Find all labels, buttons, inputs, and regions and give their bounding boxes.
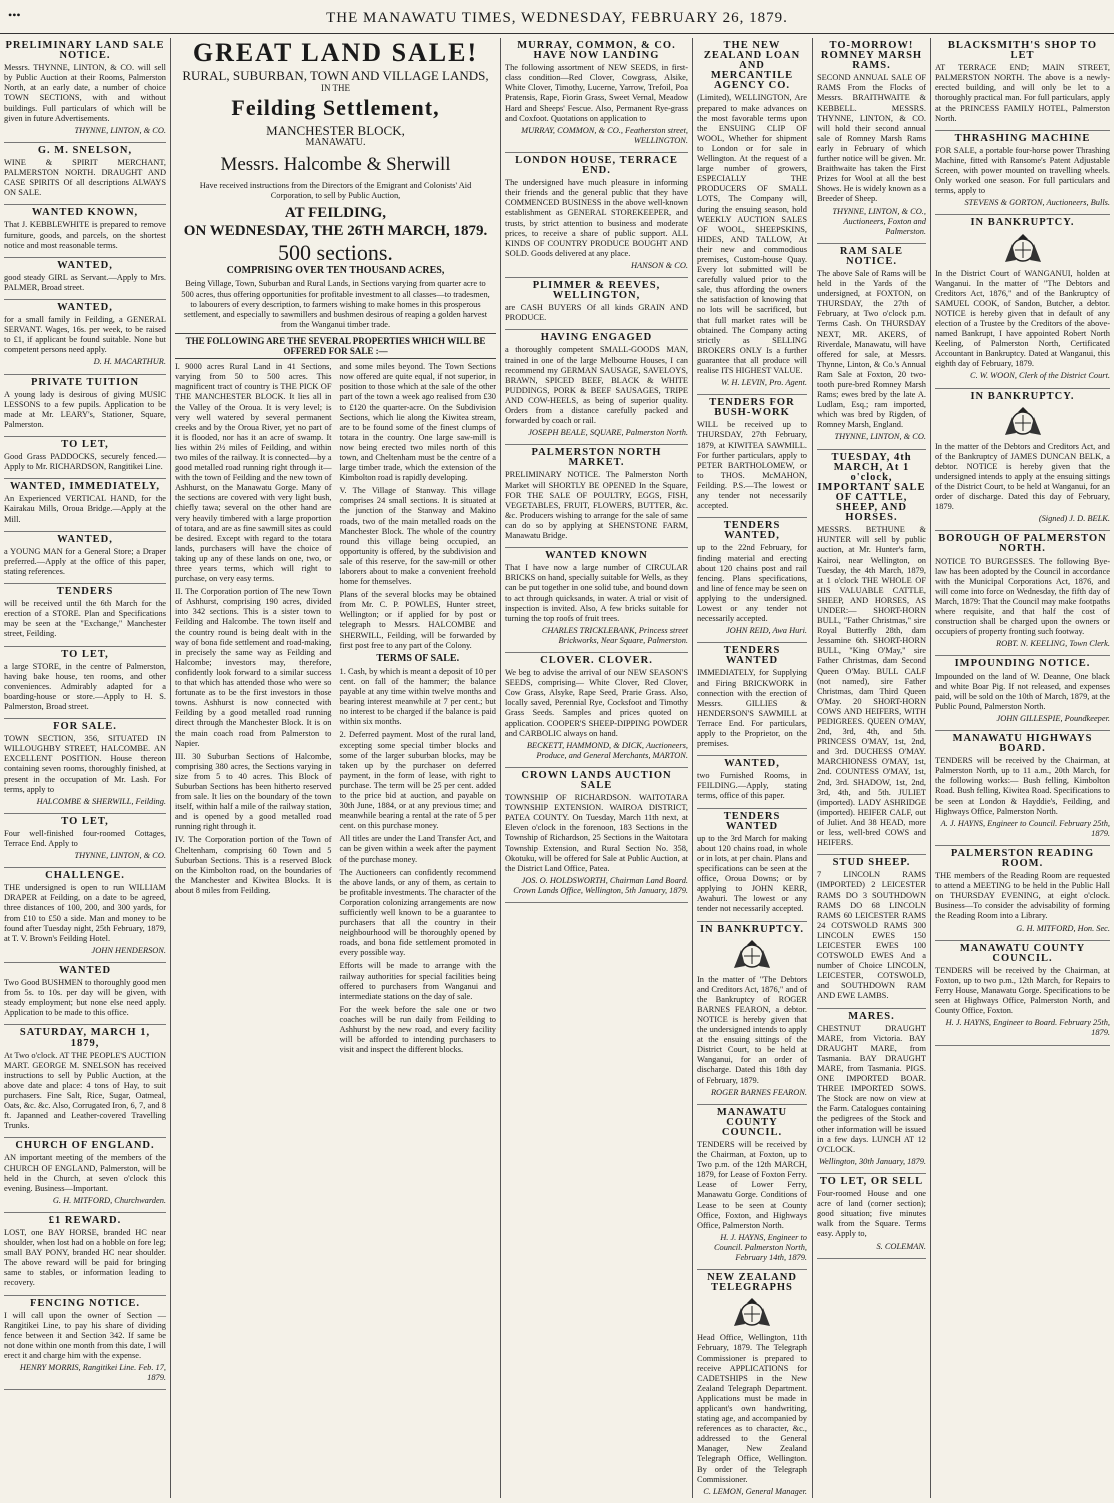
- lots-left-column: [175, 362, 332, 1058]
- ad-signature: HANSON & CO.: [630, 260, 688, 270]
- ad-body: The undersigned have much pleasure in informing their friends and the general public that they have COMMENCED BUSINESS in the above well-known establishment as GENERAL STOREKEEPER, and trusts, by strict attention to business and moderate prices, to receive a share of public support. ALL KINDS OF COUNTRY PRODUCE BOUGHT AND SOLD. Goods delivered at any place.: [505, 178, 688, 258]
- ad-body: That I have now a large number of CIRCULAR BRICKS on hand, specially suitable for Wells, as they can be put together in one solid tube, and bound down to act through quicksands, in water. A trial or visit of inspection is invited. Also, A few bricks suitable for turning the top roofs of fruit trees.: [505, 563, 688, 623]
- ad-signature: THYNNE, LINTON, & CO.: [74, 851, 166, 861]
- land-sale-headline: GREAT LAND SALE!: [192, 38, 479, 67]
- advertisement: [817, 1009, 926, 1174]
- ad-heading: MANAWATU HIGHWAYS BOARD.: [952, 732, 1093, 755]
- ad-heading: HAVING ENGAGED: [540, 332, 653, 344]
- ad-body: TENDERS will be received by the Chairman, at Palmerston North, up to 11 a.m., 20th March, for the following works:— Bush felling, Kimbolton Road. Bush felling, Kiwitea Road. Specifications to be seen at London & Hayddie's, Feilding, and Highways Office, Palmerston North.: [935, 756, 1110, 816]
- advertisement: [505, 278, 688, 330]
- ad-signature: BECKETT, HAMMOND, & DICK, Auctioneers, Produce, and General Merchants, MARTON.: [526, 740, 688, 760]
- royal-crest-icon: [1000, 405, 1046, 439]
- ad-heading: IN BANKRUPTCY.: [699, 923, 805, 935]
- ad-heading: FOR SALE.: [53, 721, 117, 733]
- ad-signature: H. J. HAYNS, Engineer to Board. February 25th, 1879.: [945, 1018, 1110, 1038]
- ad-body: a large STORE, in the centre of Palmerston, having bake house, ten rooms, and other conveniences. Admirably adapted for a boarding-house or store.—Apply to H. S. Palmerston, Broad street.: [4, 661, 166, 711]
- ad-body: Impounded on the land of W. Deanne, One black and white Boar Pig. If not released, and expenses paid, will be sold on the 10th of March, 1879, at the Public Pound, Palmerston North.: [935, 671, 1110, 711]
- ad-body: An Experienced VERTICAL HAND, for the Kairakau Mills, Oroua Bridge.—Apply at the Mill.: [4, 494, 166, 524]
- ad-heading: CHURCH OF ENGLAND.: [15, 1140, 155, 1152]
- sale-term: The Auctioneers can confidently recommend the above lands, or any of them, as certain to be profitable investments. The character of the Corporation colonizing arrangements are now sufficiently well known to be a guarantee to purchasers that all the country in their neighbourhood will be thoroughly opened by roads, and bona fide settlement promoted in every possible way.: [339, 867, 496, 958]
- land-lot: I. 9000 acres Rural Land in 41 Sections, varying from 50 to 500 acres. This magnificent tract of country is THE PICK OF THE MANCHESTER BLOCK. It lies all in the Valley of the Oroua. It is very level; is very well watered by several permanent creeks and by the Oroua River, yet no part of it is flooded, nor has it an acre of swamp. It lies within 2½ miles of Feilding, and within two miles of the railway. It is connected—by a good metalled road running right through it—with the town of Feilding and the new town of Ashhurst, on the Manawatu Gorge. Many of the sections are covered with very light bush, chiefly tawa; several on the other hand are very heavily timbered with a large proportion of totara, and are as fine sawmill sites as could be desired. Except with regard to the totara lands, purchasers will have the choice of taking up any of these lands on one, two, or three years terms, which will right to purchase, on very easy terms.: [175, 362, 332, 584]
- land-sale-sections: 500 sections.: [278, 240, 393, 266]
- ad-body: up to the 22nd February, for finding material and erecting about 120 chains post and rail fencing. Plans specifications, and line of fence may be seen on applying to the undersigned. Lowest or any tender not necessarily accepted.: [697, 543, 807, 624]
- land-lot: IV. The Corporation portion of the Town of Cheltenham, comprising 60 Town and 5 Suburban Sections. This is a reserved Block on the Kimbolton road, on the boundaries of the Manchester and Kiwitea Blocks. It is about 8 miles from Feilding.: [175, 835, 332, 895]
- land-sale-settlement: Feilding Settlement,: [231, 95, 440, 121]
- land-sale-region: MANAWATU.: [305, 137, 366, 149]
- advertisement: [4, 300, 166, 375]
- advertisement: [4, 963, 166, 1025]
- ad-body: MESSRS. BETHUNE & HUNTER will sell by public auction, at Mr. Hunter's farm, Kairoi, near Wellington, on Tuesday, the 4th March, 1879, at 1 o'clock THE WHOLE OF HIS VALUABLE CATTLE, SHEEP, AND HORSES, AS UNDER:— SHORT-HORN BULL, "Father Christmas," sire Royal Butterfly 28th, dam Jessamine 6th. SHORT-HORN BULL, "King O'May," sire Father Christmas, dam Second Queen O'May. BULL CALF (not named), sire Father Christmas, dam Third Queen O'May. 20 SHORT-HORN COWS AND HEIFERS, WITH PEDIGREES. QUEEN O'MAY, 2nd, 3rd, 4th, and 5th. PRINCESS O'MAY, 1st, 2nd, and 3rd. DUCHESS O'MAY. MARCHIONESS O'MAY, 1st, 2nd. COUNTESS O'MAY, 1st, 2nd, 3rd. SHADOW, 1st, 2nd, 3rd, 4th, and 5th. JULIET (imported). LADY ASHRIDGE (imported). HEIFER CALF, out of Juliet. And 38 HEAD, more or less, well-bred COWS and HEIFERS.: [817, 525, 926, 848]
- ad-heading: TENDERS FOR BUSH-WORK: [709, 397, 795, 419]
- ad-body: WILL be received up to THURSDAY, 27th February, 1879, at KIWITEA SAWMILL. For further particulars, apply to PETER BARTHOLOMEW, or to THOS. McMAHON, Feilding. P.S.—The lowest or any tender not necessarily accepted.: [697, 420, 807, 511]
- advertisement: [697, 38, 807, 395]
- advertisement: [4, 258, 166, 300]
- ad-signature: S. COLEMAN.: [876, 1241, 926, 1251]
- ad-body: In the District Court of WANGANUI, holden at Wanganui. In the matter of "The Debtors and Creditors Act, 1876," and of the Bankruptcy of SAMUEL COOK, of Sandon, Butcher, a debtor. NOTICE is hereby given that in default of any election of a Trustee by the Creditors of the above-named Bankrupt, I have appointed Robert North Keeling, of Palmerston North, Certificated Accountant in Bankruptcy. Dated at Wanganui, this eighth day of February, 1879.: [935, 268, 1110, 369]
- ad-body: THE members of the Reading Room are requested to attend a MEETING to be held in the Public Hall on THURSDAY EVENING, at eight o'clock. Business—To consider the advisability of forming the Reading Room into a Library.: [935, 871, 1110, 921]
- ad-heading: IN BANKRUPTCY.: [970, 217, 1075, 229]
- ad-heading: WANTED KNOWN,: [31, 207, 139, 219]
- ad-signature: G. H. MITFORD, Churchwarden.: [52, 1195, 166, 1205]
- ad-body: A young lady is desirous of giving MUSIC LESSONS to a few pupils. Application to be made at Mr. LEARY's, Stationer, Square, Palmerston.: [4, 389, 166, 429]
- advertisement: [817, 855, 926, 1008]
- advertisement: [935, 846, 1110, 941]
- column-6: [931, 38, 1114, 1498]
- ad-heading: CHALLENGE.: [45, 870, 125, 882]
- ad-signature: JOS. O. HOLDSWORTH, Chairman Land Board. Crown Lands Office, Wellington, 5th January, 1879.: [513, 875, 688, 895]
- ad-body: We beg to advise the arrival of our NEW SEASON'S SEEDS, comprising— White Clover, Red Clover, Cow Grass, Alsyke, Rape Seed, Prarie Grass. Also, locally saved, Perennial Rye, Cocksfoot and Timothy Grass Seeds. Samples and prices quoted on application. COOPER'S SHEEP-DIPPING POWDER and CARBOLIC always on hand.: [505, 668, 688, 738]
- ad-heading: WANTED,: [57, 301, 113, 313]
- ad-body: a YOUNG MAN for a General Store; a Draper preferred.—Apply at the office of this paper, stating references.: [4, 546, 166, 576]
- land-lot: Plans of the several blocks may be obtained from Mr. C. P. POWLES, Hunter street, Wellington; or if applied for by post or telegraph to Messrs. HALCOMBE and SHERWILL, Feilding, will be forwarded by first post free to any part of the Colony.: [339, 590, 496, 650]
- ad-signature: Wellington, 30th January, 1879.: [818, 1156, 926, 1166]
- ad-signature: THYNNE, LINTON, & CO.: [834, 432, 926, 442]
- ad-heading: BOROUGH OF PALMERSTON NORTH.: [938, 533, 1107, 555]
- ad-body: Four well-finished four-roomed Cottages, Terrace End. Apply to: [4, 828, 166, 848]
- advertisement: [935, 531, 1110, 656]
- land-sale-block: MANCHESTER BLOCK,: [266, 123, 405, 139]
- ad-body: a thoroughly competent SMALL-GOODS MAN, trained in one of the large Melbourne Houses, I can recommend my GERMAN SAUSAGE, SAVELOYS, BRAWN, SPICED BEEF, BLACK & WHITE PUDDINGS, PORK & BEEF SAUSAGES, TRIPE AND COW-HEELS, as being of superior quality. Orders from a distance carefully packed and forwarded by coach or rail.: [505, 345, 688, 426]
- advertisement: [697, 395, 807, 518]
- ad-signature: W. H. LEVIN, Pro. Agent.: [721, 378, 807, 388]
- advertisement: [505, 653, 688, 768]
- sale-term: 2. Deferred payment. Most of the rural land, excepting some special timber blocks and some of the larger suburban blocks, may be taken up by the purchaser on deferred payment, in the form of lease, with right to purchase. The term will be 25 per cent. added to the price bid at auction, and payable on 30th June, 1884, or at any previous time; and meanwhile bearing a rental at the rate of 5 per cent. on this purchase money.: [339, 730, 496, 831]
- land-sale-date: ON WEDNESDAY, THE 26TH MARCH, 1879.: [183, 223, 488, 240]
- advertisement: [4, 437, 166, 479]
- advertisement: [505, 330, 688, 445]
- land-lot: and some miles beyond. The Town Sections now offered are quite equal, if not superior, in position to those which at the sale of the other part of the town a week ago realised from £30 to £120 the quarter-acre. On the Subdivision Sections, which lie along the Kiwitea stream, are to be found some of the finest clumps of totara in the country. One large saw-mill is now being erected two miles north of this town, and Cheltenham must be the centre of a large timber trade, which the extension of the Kimbolton road is rapidly developing.: [339, 362, 496, 483]
- ad-heading: PLIMMER & REEVES, WELLINGTON,: [532, 279, 661, 302]
- ad-heading: STUD SHEEP.: [832, 857, 911, 869]
- land-sale-acres: COMPRISING OVER TEN THOUSAND ACRES,: [226, 265, 445, 277]
- royal-crest-icon: [729, 1296, 775, 1330]
- column-5: [813, 38, 930, 1498]
- ad-heading: WANTED,: [57, 533, 113, 545]
- land-sale-place: AT FEILDING,: [284, 205, 387, 222]
- ad-heading: CROWN LANDS AUCTION SALE: [521, 769, 672, 791]
- ad-heading: TO LET,: [61, 439, 109, 450]
- ad-heading: MANAWATU COUNTY COUNCIL.: [716, 1106, 788, 1138]
- ad-signature: ROBT. N. KEELING, Town Clerk.: [995, 639, 1110, 649]
- lots-right-column: [340, 362, 497, 1058]
- ad-signature: THYNNE, LINTON, & CO.: [74, 125, 166, 135]
- ad-body: WINE & SPIRIT MERCHANT, PALMERSTON NORTH. DRAUGHT AND CASE SPIRITS Of all descriptions ALWAYS ON SALE.: [4, 157, 166, 198]
- column-rule: [812, 38, 813, 1498]
- ad-body: FOR SALE, a portable four-horse power Thrashing Machine, fitted with Ransome's Patent Adjustable Screen, with power mounted on travelling wheels. Only worked one season. For full particulars and terms, apply to: [935, 145, 1110, 196]
- column-1: [0, 38, 170, 1498]
- land-sale-subtitle: RURAL, SUBURBAN, TOWN AND VILLAGE LANDS,: [182, 68, 489, 83]
- masthead: [0, 0, 1114, 34]
- advertisement: [935, 941, 1110, 1046]
- advertisement: [697, 1270, 807, 1498]
- advertisement: [935, 215, 1110, 388]
- advertisement: [817, 244, 926, 450]
- ad-body: AN important meeting of the members of the CHURCH OF ENGLAND, Palmerston, will be held in the Church, at seven o'clock this evening. Business—Important.: [4, 1153, 166, 1193]
- ad-heading: NEW ZEALAND TELEGRAPHS: [707, 1272, 797, 1294]
- ad-heading: IMPOUNDING NOTICE.: [954, 658, 1091, 670]
- ad-heading: TO LET,: [61, 648, 109, 660]
- ad-heading: FENCING NOTICE.: [29, 1297, 141, 1309]
- ad-body: (Limited), WELLINGTON, Are prepared to make advances on the most favorable terms upon the ENSUING CLIP OF WOOL, Whether for shipment to London or for sale in Wellington. At the request of a large number of growers, ESPECIALLY THE PRODUCERS OF SMALL LOTS, The Company will, during the ensuing season, hold WEEKLY AUCTION SALES OF WOOL, SHEEPSKINS, HIDES, AND TALLOW, At their new and commodious premises, Custom-house Quay. Every lot submitted will be carefully valued prior to the sale, thus affording the owners the satisfaction of knowing that no lots will be sacrificed, but that full market rates will be obtained. The Company acting strictly as SELLING BROKERS ONLY Is a further guarantee that all produce will realise ITS HIGHEST VALUE.: [697, 93, 807, 375]
- ad-heading: WANTED: [58, 964, 112, 976]
- ad-heading: TO-MORROW! ROMNEY MARSH RAMS.: [820, 40, 923, 72]
- ad-signature: A. J. HAYNS, Engineer to Council. February 25th, 1879.: [940, 818, 1110, 838]
- ad-heading: PALMERSTON READING ROOM.: [950, 847, 1095, 869]
- ad-heading: LONDON HOUSE, TERRACE END.: [515, 154, 678, 177]
- land-sale-description: Being Village, Town, Suburban and Rural Lands, in Sections varying from quarter acre to 500 acres, thus offering opportunities for profitable investment to all classes—to tradesmen, to labourers of every description, to farmers wishing to make homes in this prosperous settlement, and especially to sawmillers and bushmen desirous of reaping a golden harvest from the Wanganui timber trade.: [181, 279, 490, 329]
- ad-body: TOWN SECTION, 356, SITUATED IN WILLOUGHBY STREET, HALCOMBE. AN EXCELLENT POSITION. House thereon containing seven rooms, thoroughly finished, at present in the occupation of Mr. Lash. For terms, apply to: [4, 734, 166, 794]
- ad-signature: CHARLES TRICKLEBANK, Princess street Brickworks, Near Square, Palmerston.: [541, 625, 688, 645]
- advertisement: [4, 1025, 166, 1138]
- column-4: [693, 38, 811, 1498]
- ad-body: good steady GIRL as Servant.—Apply to Mrs. PALMER, Broad street.: [4, 272, 166, 292]
- ad-body: Good Grass PADDOCKS, securely fenced.—Apply to Mr. RICHARDSON, Rangitikei Line.: [4, 452, 166, 472]
- ad-heading: MARES.: [848, 1010, 895, 1022]
- land-lot: II. The Corporation portion of The new Town of Ashhurst, comprising 190 acres, divided into 342 sections. This is a sister town to Feilding and Halcombe. The town itself and the country round is being dealt with in the way of bona fide settlement and road-making, in precisely the same way as Feilding and Halcombe; investors may, therefore, confidently look forward to a similar success to that which has attended those who were so fortunate as to be the first investors in those towns. Ashhurst is now connected with Feilding by a good metalled road running direct through the Manchester Block. It is on the main coach road from Palmerston to Napier.: [175, 587, 332, 748]
- ad-signature: ROGER BARNES FEARON.: [710, 1087, 807, 1097]
- ad-body: TOWNSHIP OF RICHARDSON. WAITOTARA TOWNSHIP EXTENSION. WAIROA DISTRICT, PATEA COUNTY. On Tuesday, March 11th next, at Eleven o'clock in the forenoon, 183 Sections in the Township of Richardson, 25 Sections in the Waitotara Township Extension, and Rural Section No. 358, Okotuku, will be offered for Sale at Public Auction, at the District Land Office, Patea.: [505, 793, 688, 873]
- ad-signature: HENRY MORRIS, Rangitikei Line. Feb. 17, 1879.: [19, 1363, 166, 1383]
- advertisement: [505, 768, 688, 903]
- advertisement: [505, 445, 688, 548]
- ad-signature: THYNNE, LINTON, & CO., Auctioneers, Foxton and Palmerston.: [832, 206, 926, 236]
- ad-body: two Furnished Rooms, in FEILDING.—Apply, stating terms, office of this paper.: [697, 771, 807, 801]
- advertisement: [4, 1296, 166, 1391]
- ad-body: AT TERRACE END; MAIN STREET, PALMERSTON NORTH. The above is a newly-erected building, and will only be let to a thoroughly practical man. For full particulars, apply at the PRINCESS FAMILY HOTEL, Palmerston North.: [935, 63, 1110, 123]
- advertisement: [4, 1213, 166, 1296]
- advertisement: [935, 389, 1110, 532]
- land-sale-lots: [175, 362, 496, 1058]
- ad-heading: CLOVER. CLOVER.: [540, 654, 653, 666]
- sale-term: Efforts will be made to arrange with the railway authorities for special facilities being offered to purchasers from Wanganui and intermediate stations on the day of sale.: [339, 961, 496, 1001]
- ad-heading: THRASHING MACHINE: [954, 132, 1091, 144]
- ad-body: At Two o'clock. AT THE PEOPLE'S AUCTION MART. GEORGE M. SNELSON has received instructions to sell by Public Auction, at the above date and place: 4 tons of Hay, to suit purchasers. Fine Salt, Rice, Sugar, Oatmeal, Oats, &c. &c. Also, Corrugated Iron, 6, 7, and 8 ft. Japanned and Leather-covered Travelling Trunks.: [4, 1050, 166, 1131]
- sale-term: 1. Cash, by which is meant a deposit of 10 per cent. on fall of the hammer; the balance payable at any time within twelve months and bearing interest meanwhile at 7 per cent.; but no interest to be charged if the balance is paid within six months.: [339, 666, 496, 727]
- ad-heading: TO LET,: [61, 815, 109, 827]
- advertisement: [4, 205, 166, 257]
- advertisement: [4, 647, 166, 720]
- ad-body: In the matter of "The Debtors and Creditors Act, 1876," and of the Bankruptcy of ROGER BARNES FEARON, a debtor. NOTICE is hereby given that the undersigned intends to apply at the ensuing sittings of the District Court, to be held at Wanganui, for an order of discharge. Dated this 18th day of February, 1879.: [697, 974, 807, 1085]
- ad-heading: BLACKSMITH'S SHOP TO LET: [947, 40, 1098, 62]
- ad-body: That J. KEBBLEWHITE is prepared to remove furniture, goods, and parcels, on the shortest notice and most reasonable terms.: [4, 220, 166, 250]
- column-2-land-sale: [171, 38, 500, 1498]
- advertisement: [817, 450, 926, 856]
- ad-body: TENDERS will be received by the Chairman, at Foxton, up to Two p.m. of the 12th MARCH, 1879, for Lease of Foxton Ferry. Lease of Lower Ferry, Manawatu Gorge. Conditions of Lease to be seen at County Office, Foxton, and Highways Office, Palmerston North.: [697, 1140, 807, 1230]
- terms-heading: TERMS OF SALE.: [376, 652, 460, 664]
- ad-body: Messrs. THYNNE, LINTON, & CO. will sell by Public Auction at their Rooms, Palmerston North, at an early date, a number of choice TOWN SECTIONS, with and without buildings. Full particulars of which will be given in future Advertisements.: [4, 63, 166, 123]
- ad-heading: IN BANKRUPTCY.: [970, 390, 1075, 402]
- advertisement: [935, 731, 1110, 846]
- ad-body: NOTICE TO BURGESSES. The following Bye-law has been adopted by the Council in accordance with the Municipal Corporations Act, 1876, and will come into force on Wednesday, the fifth day of March, 1879: That the Council may make footpaths where requisite, and that half the cost of construction shall be charged upon the owners or occupiers of property fronting such footway.: [935, 556, 1110, 637]
- ad-heading: WANTED,: [57, 259, 113, 271]
- ad-signature: D. H. MACARTHUR.: [93, 357, 166, 367]
- ad-heading: WANTED,: [724, 758, 780, 770]
- ad-body: THE undersigned is open to run WILLIAM DRAPER at Feilding, on a date to be agreed, three distances of 100, 200, and 300 yards, for from £10 to £50 a side. Man and money to be found after Tuesday night, 25th February, 1879, at T. V. Brown's Feilding Hotel.: [4, 883, 166, 943]
- advertisement: [697, 643, 807, 756]
- ad-body: will be received until the 6th March for the erection of a STORE. Plan and Specifications may be seen at the "Exchange," Manchester street, Feilding.: [4, 599, 166, 639]
- land-sale-firm: Messrs. Halcombe & Sherwill: [220, 154, 451, 176]
- ad-heading: £1 REWARD.: [48, 1214, 122, 1226]
- ad-body: up to the 3rd March for making about 120 chains road, in whole or in lots, at per chain. Plans and specifications can be seen at the office, Oroua Downs; or by applying to JOHN KERR, Awahuri. The lowest or any tender not necessarily accepted.: [697, 833, 807, 914]
- ad-heading: PRIVATE TUITION: [30, 376, 140, 388]
- ad-body: Two Good BUSHMEN to thoroughly good men from 5s. to 10s. per day will be given, with steady employment; but none else need apply. Application to be made to this office.: [4, 978, 166, 1018]
- ad-signature: JOHN GILLESPIE, Poundkeeper.: [996, 713, 1110, 723]
- ad-body: SECOND ANNUAL SALE OF RAMS From the Flocks of Messrs. BRAITHWAITE & KEBBELL. MESSRS. THYNNE, LINTON, & CO. will hold their second annual sale of Romney Marsh Rams early in February of which further notice will be given. Mr. Braithwaite has taken the First Prizes for Wool at all the best Shows. He is widely known as a Breeder of Sheep.: [817, 73, 926, 204]
- ad-signature: STEVENS & GORTON, Auctioneers, Bulls.: [964, 198, 1110, 208]
- ad-heading: TENDERS: [56, 586, 114, 598]
- advertisement: [4, 584, 166, 646]
- advertisement: [935, 131, 1110, 216]
- ad-heading: TO LET, OR SELL: [819, 1175, 924, 1187]
- ad-body: Four-roomed House and one acre of land (corner section); good situation; five minutes walk from the Square. Terms easy. Apply to,: [817, 1189, 926, 1239]
- ad-body: TENDERS will be received by the Chairman, at Foxton, up to two p.m., 12th March, for Repairs to Ferry House, Manawatu Gorge. Specifications to be seen at Highways Office, Palmerston North, and County Office, Foxton.: [935, 965, 1110, 1016]
- advertisement: [697, 1105, 807, 1270]
- ad-body: The above Sale of Rams will be held in the Yards of the undersigned, at FOXTON, on THURSDAY, the 27th of February, at Two o'clock p.m. Terms Cash. On THURSDAY NEXT, MR. AKERS, of Riverdale, Manawatu, will have offered for sale, at Messrs. Thynne, Linton, & Co.'s Annual Ram Sale at Foxton, 20 two-tooth pure-bred Romney Marsh Rams; ewes bred by the late A. Ludlam, Esq.; ram imported, which was bred by Rigden, of Romney Marsh, England.: [817, 268, 926, 430]
- ad-heading: WANTED, IMMEDIATELY,: [9, 481, 160, 493]
- ad-signature: JOHN REID, Awa Huri.: [725, 626, 807, 636]
- ad-heading: MANAWATU COUNTY COUNCIL.: [959, 942, 1086, 964]
- advertisement: [505, 38, 688, 153]
- ad-heading: PALMERSTON NORTH MARKET.: [531, 447, 662, 469]
- ad-signature: JOSEPH BEALE, SQUARE, Palmerston North.: [528, 428, 688, 438]
- advertisement: [4, 479, 166, 531]
- advertisement: [4, 143, 166, 205]
- ad-body: In the matter of the Debtors and Creditors Act, and of the Bankruptcy of JAMES DUNCAN BELK, a debtor. NOTICE is hereby given that the undersigned intends to apply at the ensuing sittings of the District Court, to be held at Wanganui, for an order of discharge. Dated this day of February, 1879.: [935, 441, 1110, 512]
- advertisement: [935, 38, 1110, 131]
- ad-body: are CASH BUYERS Of all kinds GRAIN AND PRODUCE.: [505, 303, 688, 323]
- ad-body: CHESTNUT DRAUGHT MARE, from Victoria. BAY DRAUGHT MARE, from Tasmania. BAY DRAUGHT MARE, from Tasmania. PIGS. ONE IMPORTED BOAR. THREE IMPORTED SOWS. The Stock are now on view at the Farm. Catalogues containing the pedigrees of the Stock and other information will be issued in a few days. LUNCH AT 12 O'CLOCK.: [817, 1023, 926, 1154]
- advertisement: [4, 375, 166, 437]
- ad-heading: PRELIMINARY LAND SALE NOTICE.: [5, 40, 165, 62]
- advertisement: [4, 814, 166, 868]
- advertisement: [4, 38, 166, 143]
- ad-heading: RAM SALE NOTICE.: [839, 245, 904, 267]
- ad-signature: C. W. WOON, Clerk of the District Court.: [970, 371, 1110, 381]
- land-lot: III. 30 Suburban Sections of Halcombe, comprising 380 acres, the Sections varying in size from 5 to 40 acres. This Block of Suburban Sections has been hitherto reserved from sale. It lies on the boundary of the town itself, within half a mile of the railway station, and is opened by a good metalled road running right through it.: [175, 751, 332, 832]
- ad-body: Head Office, Wellington, 11th February, 1879. The Telegraph Commissioner is prepared to receive APPLICATIONS for CADETSHIPS in the New Zealand Telegraph Department. Applications must be made in applicant's own handwriting, stating age, and accompanied by references as to character, &c., addressed to the General Manager, New Zealand Telegraph Office, Wellington. By order of the Telegraph Commissioner.: [697, 1333, 807, 1484]
- ad-body: 7 LINCOLN RAMS (IMPORTED) 2 LEICESTER RAMS DO 3 SOUTHDOWN RAMS DO 68 LINCOLN RAMS 60 LEICESTER RAMS 24 COTSWOLD RAMS 300 LINCOLN EWES 150 LEICESTER EWES 100 COTSWOLD EWES And a number of Choice LINCOLN, LEICESTER, COTSWOLD, and SOUTHDOWN RAM AND EWE LAMBS.: [817, 870, 926, 1001]
- advertisement: [697, 518, 807, 643]
- advertisement: [935, 656, 1110, 731]
- royal-crest-icon: [729, 938, 775, 972]
- ad-heading: TENDERS WANTED: [723, 810, 781, 832]
- ad-signature: JOHN HENDERSON.: [91, 945, 166, 955]
- ad-signature: MURRAY, COMMON, & CO., Featherston street, WELLINGTON.: [521, 125, 688, 145]
- ad-heading: SATURDAY, MARCH 1, 1879,: [19, 1027, 151, 1049]
- ad-body: IMMEDIATELY, for Supplying and Firing BRICKWORK in connection with the erection of Messrs. GILLIES & HENDERSON'S SAWMILL at Terrace End. For particulars, apply to the Proprietor, on the premises.: [697, 668, 807, 749]
- land-sale-in-the: IN THE: [320, 83, 351, 93]
- ad-body: PRELIMINARY NOTICE. The Palmerston North Market will SHORTLY BE OPENED In the Square, FOR THE SALE OF POULTRY, EGGS, FISH, VEGETABLES, FRUIT, FLOWERS, BUTTER, &c. &c. Producers wishing to arrange for the sale of same can do so by applying at SHENSTONE FARM, Manawatu Bridge.: [505, 470, 688, 541]
- ad-heading: TENDERS WANTED: [723, 645, 781, 667]
- sale-term: For the week before the sale one or two coaches will be run daily from Feilding to Ashhurst by the new road, and every facility will be afforded to intending purchasers to visit and inspect the different blocks.: [339, 1004, 496, 1055]
- sale-term: All titles are under the Land Transfer Act, and can be given within a week after the payment of the purchase money.: [339, 834, 496, 864]
- ad-signature: (Signed) J. D. BELK.: [1038, 514, 1110, 524]
- royal-crest-icon: [1000, 232, 1046, 266]
- ad-signature: H. J. HAYNS, Engineer to Council. Palmerston North, February 14th, 1879.: [713, 1232, 807, 1263]
- advertisement: [505, 153, 688, 278]
- ad-heading: THE NEW ZEALAND LOAN AND MERCANTILE AGENCY CO.: [703, 40, 801, 92]
- advertisement: [817, 1174, 926, 1259]
- ad-heading: TENDERS WANTED,: [723, 520, 781, 542]
- advertisement: [817, 38, 926, 244]
- advertisement: [697, 922, 807, 1105]
- ad-heading: G. M. SNELSON,: [37, 144, 133, 156]
- advertisement: [697, 756, 807, 808]
- advertisement: [4, 719, 166, 814]
- ad-body: LOST, one BAY HORSE, branded HC near shoulder, when lost had on a hobble on fore leg; small BAY PONY, branded HC near shoulder. The above reward will be paid for bringing same to stables, or information leading to recovery.: [4, 1228, 166, 1288]
- ad-heading: TUESDAY, 4th MARCH, At 1 o'clock, IMPORTANT SALE OF CATTLE, SHEEP, AND HORSES.: [817, 451, 926, 524]
- newspaper-title: THE MANAWATU TIMES, WEDNESDAY, FEBRUARY 26, 1879.: [326, 10, 788, 26]
- advertisement: [4, 1138, 166, 1213]
- land-sale-list-head: THE FOLLOWING ARE THE SEVERAL PROPERTIES WHICH WILL BE OFFERED FOR SALE :—: [175, 333, 496, 359]
- advertisement: [505, 548, 688, 653]
- ad-body: for a small family in Feilding, a GENERAL SERVANT. Wages, 16s. per week, to be raised to £1, if applicant be found suitable. None but competent persons need apply.: [4, 315, 166, 355]
- ad-signature: HALCOMBE & SHERWILL, Feilding.: [36, 796, 166, 806]
- advertisement: [697, 809, 807, 922]
- land-lot: V. The Village of Stanway. This village comprises 24 small sections. It is situated at the junction of the Stanway and Makino roads, two of the main metalled roads on the Manchester Block. The whole of the country round this village being occupied, an opportunity is offered, by the subdivision and sale of this reserve, for the saw-mill or other laborers about to make a convenient freehold home for themselves.: [339, 486, 496, 587]
- ad-body: I will call upon the owner of Section — Rangitikei Line, to pay his share of dividing fence between it and Section 342. If same be not done within one month from this date, I will erect it and charge him with the expense.: [4, 1310, 166, 1361]
- advertisement: [4, 868, 166, 963]
- advertisement: [4, 532, 166, 584]
- ad-body: The following assortment of NEW SEEDS, in first-class condition—Red Clover, Cowgrass, Alsike, White Clover, Timothy, Lucerne, Yarrow, Trefoil, Poa Pratensis, Rape, Fiorin Grass, Sweet Vernal, Meadow Hard and Sheeps' Fescue. Also, Permanent Rye-grass and Coxfoot. Quotations on application to: [505, 63, 688, 123]
- ad-heading: MURRAY, COMMON, & CO. HAVE NOW LANDING: [517, 40, 676, 62]
- page-mark: •••: [8, 8, 21, 22]
- ad-signature: C. LEMON, General Manager.: [703, 1486, 807, 1496]
- column-3: [501, 38, 692, 1498]
- ad-signature: G. H. MITFORD, Hon. Sec.: [1016, 923, 1110, 933]
- land-sale-intro: Have received instructions from the Directors of the Emigrant and Colonists' Aid Corporation, to sell by Public Auction,: [199, 181, 472, 201]
- ad-heading: WANTED KNOWN: [545, 550, 648, 562]
